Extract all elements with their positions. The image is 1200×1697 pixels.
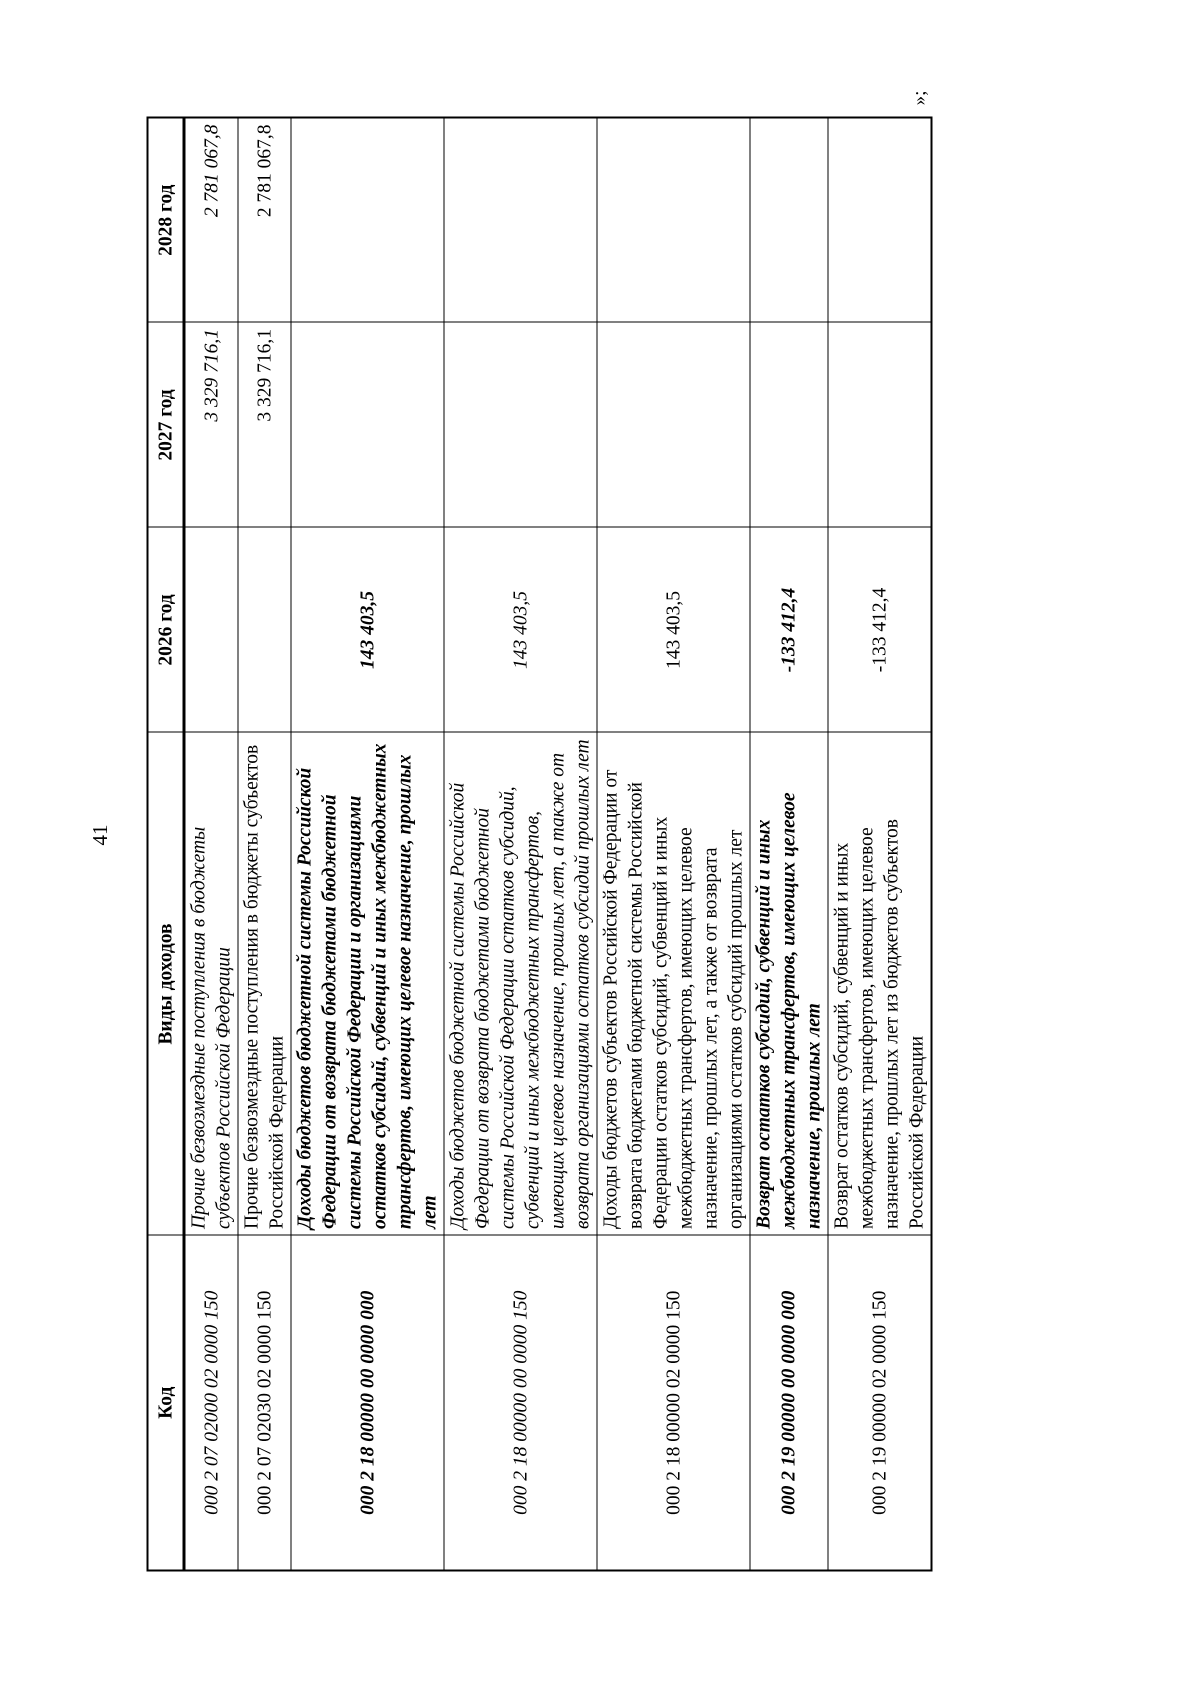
row-code: 000 2 07 02000 02 0000 150 — [184, 1235, 238, 1570]
row-name: Доходы бюджетов субъектов Российской Федерации от возврата бюджетами бюджетной системы Российской Федерации остатков субсидий, субвенций и иных межбюджетных трансфертов, имеющих целевое назначение, прошлых лет, а также от возврата организациями остатков субсидий прошлых лет — [597, 732, 750, 1235]
row-code: 000 2 07 02030 02 0000 150 — [238, 1235, 291, 1570]
row-value-2026: 143 403,5 — [597, 527, 750, 732]
row-code: 000 2 18 00000 00 0000 000 — [291, 1235, 444, 1570]
row-value-2028 — [444, 117, 597, 322]
row-name: Прочие безвозмездные поступления в бюджеты субъектов Российской Федерации — [238, 732, 291, 1235]
row-name: Прочие безвозмездные поступления в бюджеты субъектов Российской Федерации — [184, 732, 238, 1235]
row-value-2028 — [828, 117, 932, 322]
row-value-2026 — [238, 527, 291, 732]
row-value-2028 — [291, 117, 444, 322]
row-name: Доходы бюджетов бюджетной системы Российской Федерации от возврата бюджетами бюджетной системы Российской Федерации остатков субсидий, субвенций и иных межбюджетных трансфертов, имеющих целевое назначение, прошлых лет, а также от возврата организациями остатков субсидий прошлых лет — [444, 732, 597, 1235]
table-row — [444, 117, 597, 1570]
row-code: 000 2 19 00000 02 0000 150 — [828, 1235, 932, 1570]
row-value-2028 — [597, 117, 750, 322]
rotated-table-container — [146, 118, 938, 1571]
row-value-2027 — [750, 322, 828, 527]
row-value-2028: 2 781 067,8 — [238, 117, 291, 322]
row-value-2027: 3 329 716,1 — [184, 322, 238, 527]
header-year-2026: 2026 год — [147, 527, 184, 732]
table-row — [238, 117, 291, 1570]
table-row — [184, 117, 238, 1570]
header-revenue-type: Виды доходов — [147, 732, 184, 1235]
row-value-2028: 2 781 067,8 — [184, 117, 238, 322]
table-row — [828, 117, 932, 1570]
row-value-2026: 143 403,5 — [291, 527, 444, 732]
row-name: Доходы бюджетов бюджетной системы Российской Федерации от возврата бюджетами бюджетной системы Российской Федерации и организациями остатков субсидий, субвенций и иных межбюджетных трансфертов, имеющих целевое назначение, прошлых лет — [291, 732, 444, 1235]
row-value-2027 — [597, 322, 750, 527]
row-name: Возврат остатков субсидий, субвенций и иных межбюджетных трансфертов, имеющих целевое назначение, прошлых лет из бюджетов субъектов Российской Федерации — [828, 732, 932, 1235]
row-value-2026: -133 412,4 — [750, 527, 828, 732]
row-value-2026: -133 412,4 — [828, 527, 932, 732]
table-header-row — [147, 117, 184, 1570]
row-value-2027 — [444, 322, 597, 527]
header-year-2028: 2028 год — [147, 117, 184, 322]
row-code: 000 2 18 00000 02 0000 150 — [597, 1235, 750, 1570]
row-code: 000 2 19 00000 00 0000 000 — [750, 1235, 828, 1570]
table-row — [597, 117, 750, 1570]
budget-revenue-table — [146, 116, 932, 1571]
row-value-2028 — [750, 117, 828, 322]
table-row — [750, 117, 828, 1570]
row-value-2026: 143 403,5 — [444, 527, 597, 732]
row-value-2027 — [291, 322, 444, 527]
page-number: 41 — [88, 824, 112, 846]
row-name: Возврат остатков субсидий, субвенций и иных межбюджетных трансфертов, имеющих целевое назначение, прошлых лет — [750, 732, 828, 1235]
header-code: Код — [147, 1235, 184, 1570]
row-code: 000 2 18 00000 00 0000 150 — [444, 1235, 597, 1570]
row-value-2027 — [828, 322, 932, 527]
row-value-2027: 3 329 716,1 — [238, 322, 291, 527]
header-year-2027: 2027 год — [147, 322, 184, 527]
row-value-2026 — [184, 527, 238, 732]
table-row — [291, 117, 444, 1570]
closing-quote-mark: »; — [909, 90, 930, 106]
